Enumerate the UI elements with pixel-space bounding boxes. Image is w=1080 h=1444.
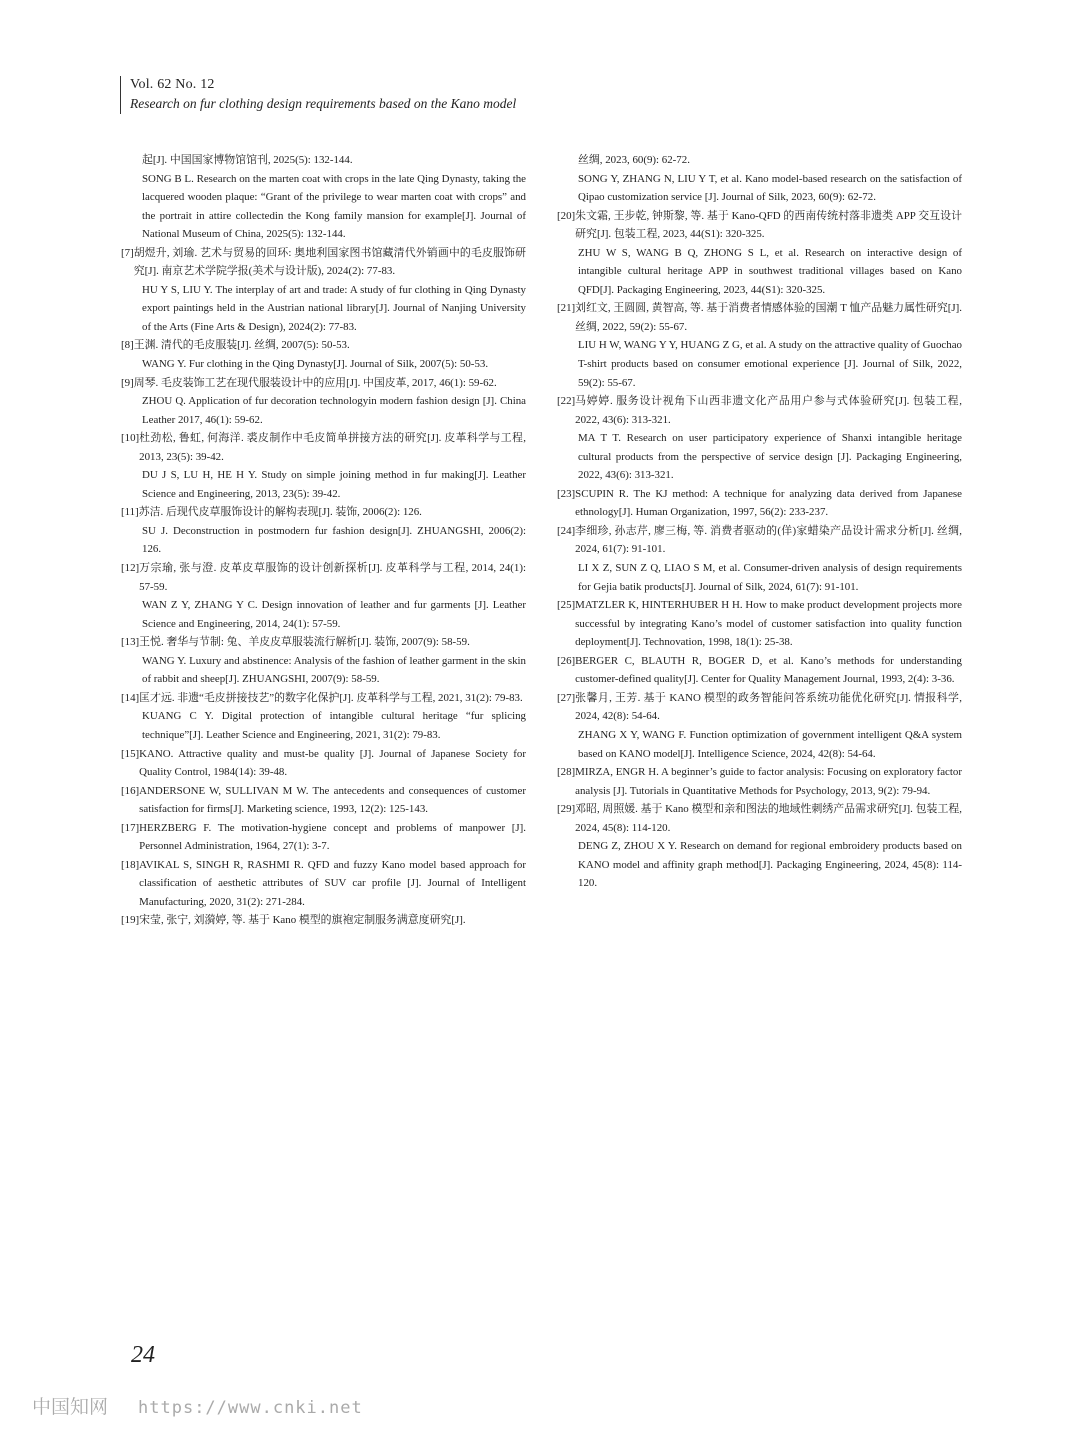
reference-column-right xyxy=(557,151,962,893)
reference-text: 苏洁. 后现代皮草服饰设计的解构表现[J]. 装饰, 2006(2): 126. xyxy=(138,506,422,519)
reference-entry xyxy=(121,336,526,355)
reference-entry xyxy=(557,800,962,837)
reference-entry xyxy=(121,429,526,466)
reference-text: MIRZA, ENGR H. A beginner’s guide to factor analysis: Focusing on exploratory factor analysis [J]. Tutorials in Quantitative Methods for Psychology, 2013, 9(2): 79-94. xyxy=(575,766,962,797)
reference-text: 邓昭, 周照媛. 基于 Kano 模型和亲和图法的地域性刺绣产品需求研究[J]. 包装工程, 2024, 45(8): 114-120. xyxy=(575,803,962,834)
reference-number: [16] xyxy=(121,784,140,797)
reference-text: SCUPIN R. The KJ method: A technique for analyzing data derived from Japanese ethnology[J]. Human Organization, 1997, 56(2): 233-237. xyxy=(575,487,962,519)
reference-text: 宋莹, 张宁, 刘漪婷, 等. 基于 Kano 模型的旗袍定制服务满意度研究[J]. xyxy=(139,914,466,927)
reference-text: 胡煜升, 刘瑜. 艺术与贸易的回环: 奥地利国家图书馆藏清代外销画中的毛皮服饰研究[J]. 南京艺术学院学报(美术与设计版), 2024(2): 77-83. xyxy=(133,246,526,278)
reference-english: DENG Z, ZHOU X Y. Research on demand for regional embroidery products based on KANO model and affinity graph method[J]. Packaging Engineering, 2024, 45(8): 114-120. xyxy=(578,840,962,890)
reference-number: [14] xyxy=(121,691,140,704)
reference-number: [24] xyxy=(557,524,576,537)
reference-text: 刘红文, 王圆圆, 黄智高, 等. 基于消费者情感体验的国潮 T 恤产品魅力属性研究[J]. 丝绸, 2022, 59(2): 55-67. xyxy=(575,302,962,333)
reference-number: [15] xyxy=(121,747,140,760)
reference-number: [17] xyxy=(121,821,140,834)
reference-entry xyxy=(557,207,962,244)
reference-entry xyxy=(121,633,526,652)
reference-english: LIU H W, WANG Y Y, HUANG Z G, et al. A study on the attractive quality of Guochao T-shirt products based on consumer emotional experience [J]. Journal of Silk, 2022, 59(2): 55-67. xyxy=(578,339,962,389)
reference-number: [20] xyxy=(557,209,576,222)
reference-entry xyxy=(557,763,962,800)
reference-entry xyxy=(121,745,526,782)
reference-english: SONG B L. Research on the marten coat with crops in the late Qing Dynasty, taking the lacquered wooden plaque: “Grant of the privilege to wear marten coat with crops” and the portrait in attire collectedin the Kong family mansion for example[J]. Journal of National Museum of China, 2025(5): 132-144. xyxy=(142,172,526,241)
running-header xyxy=(120,76,516,114)
reference-number: [19] xyxy=(121,914,140,927)
cnki-url: https://www.cnki.net xyxy=(138,1398,363,1418)
reference-entry xyxy=(121,374,526,393)
reference-english: WANG Y. Luxury and abstinence: Analysis of the fashion of leather garment in the skin of rabbit and sheep[J]. ZHUANGSHI, 2007(9): 58-59. xyxy=(142,654,526,686)
reference-english: HU Y S, LIU Y. The interplay of art and trade: A study of fur clothing in Qing Dynasty export paintings held in the Austrian national library[J]. Journal of Nanjing University of the Arts (Fine Arts & Design), 2024(2): 77-83. xyxy=(142,283,526,333)
reference-column-left xyxy=(121,151,526,930)
reference-english: SU J. Deconstruction in postmodern fur fashion design[J]. ZHUANGSHI, 2006(2): 126. xyxy=(142,524,526,556)
page-number: 24 xyxy=(131,1342,155,1368)
reference-number: [25] xyxy=(557,599,576,612)
reference-number: [8] xyxy=(121,339,134,352)
reference-number: [10] xyxy=(121,432,140,445)
reference-text: MATZLER K, HINTERHUBER H H. How to make product development projects more successful by integrating Kano’s model of customer satisfaction into quality function deployment[J]. Technovation, 1998, 18(1): 25-38. xyxy=(575,599,962,649)
reference-entry xyxy=(121,911,526,930)
cnki-logo: 中国知网 xyxy=(32,1397,109,1418)
reference-text: 王悦. 奢华与节制: 兔、羊皮皮草服装流行解析[J]. 装饰, 2007(9): 58-59. xyxy=(139,636,470,649)
reference-number: [26] xyxy=(557,654,576,667)
reference-number: [12] xyxy=(121,562,140,575)
reference-english: WAN Z Y, ZHANG Y C. Design innovation of leather and fur garments [J]. Leather Science and Engineering, 2014, 24(1): 57-59. xyxy=(142,599,526,630)
reference-number: [7] xyxy=(121,246,134,259)
reference-number: [23] xyxy=(557,487,576,500)
reference-english: SONG Y, ZHANG N, LIU Y T, et al. Kano model-based research on the satisfaction of Qipao customization service [J]. Journal of Silk, 2023, 60(9): 62-72. xyxy=(578,172,962,204)
reference-entry xyxy=(557,652,962,689)
watermark-footer xyxy=(32,1392,363,1419)
reference-entry xyxy=(121,503,526,522)
reference-text: 王渊. 清代的毛皮服装[J]. 丝绸, 2007(5): 50-53. xyxy=(133,339,350,352)
reference-entry xyxy=(557,689,962,726)
reference-english: MA T T. Research on user participatory experience of Shanxi intangible heritage cultural products from the perspective of service design [J]. Packaging Engineering, 2022, 43(6): 313-321. xyxy=(578,432,962,482)
reference-text: 朱文霜, 王步乾, 钟斯黎, 等. 基于 Kano-QFD 的西南传统村落非遗类 APP 交互设计研究[J]. 包装工程, 2023, 44(S1): 320-325. xyxy=(575,209,962,241)
reference-english: ZHU W S, WANG B Q, ZHONG S L, et al. Research on interactive design of intangible cultural heritage APP in southwest traditional villages based on Kano QFD[J]. Packaging Engineering, 2023, 44(S1): 320-325. xyxy=(578,246,962,296)
reference-entry xyxy=(557,596,962,652)
reference-text: 周琴. 毛皮装饰工艺在现代服装设计中的应用[J]. 中国皮革, 2017, 46(1): 59-62. xyxy=(133,376,497,389)
reference-text: 万宗瑜, 张与澄. 皮革皮草服饰的设计创新探析[J]. 皮革科学与工程, 2014, 24(1): 57-59. xyxy=(139,562,526,593)
reference-number: [22] xyxy=(557,395,576,408)
reference-number: [29] xyxy=(557,803,576,816)
reference-entry xyxy=(121,244,526,281)
reference-text: ANDERSONE W, SULLIVAN M W. The antecedents and consequences of customer satisfaction for firms[J]. Marketing science, 1993, 12(2): 125-143. xyxy=(139,784,526,816)
reference-english: ZHANG X Y, WANG F. Function optimization of government intelligent Q&A system based on KANO model[J]. Intelligence Science, 2024, 42(8): 54-64. xyxy=(578,728,962,760)
reference-entry xyxy=(557,485,962,522)
reference-number: [11] xyxy=(121,506,139,519)
reference-entry xyxy=(121,856,526,912)
reference-english: ZHOU Q. Application of fur decoration technologyin modern fashion design [J]. China Leather 2017, 46(1): 59-62. xyxy=(142,395,526,426)
reference-number: [28] xyxy=(557,766,576,779)
article-title: Research on fur clothing design requirements based on the Kano model xyxy=(130,96,517,111)
reference-text: 张馨月, 王芳. 基于 KANO 模型的政务智能问答系统功能优化研究[J]. 情报科学, 2024, 42(8): 54-64. xyxy=(575,691,962,723)
reference-entry xyxy=(557,392,962,429)
reference-english: WANG Y. Fur clothing in the Qing Dynasty[J]. Journal of Silk, 2007(5): 50-53. xyxy=(142,358,489,371)
reference-entry xyxy=(121,689,526,708)
reference-number: [27] xyxy=(557,691,576,704)
reference-text: 李细珍, 孙志芹, 廖三梅, 等. 消费者驱动的(佯)家蜡染产品设计需求分析[J]. 丝绸, 2024, 61(7): 91-101. xyxy=(575,524,962,556)
reference-text: 匡才远. 非遗“毛皮拼接技艺”的数字化保护[J]. 皮革科学与工程, 2021, 31(2): 79-83. xyxy=(139,691,523,704)
reference-continuation: 丝绸, 2023, 60(9): 62-72. xyxy=(578,154,690,166)
reference-text: BERGER C, BLAUTH R, BOGER D, et al. Kano’s methods for understanding customer-defined quality[J]. Center for Quality Management Journal, 1993, 2(4): 3-36. xyxy=(575,654,962,686)
reference-text: 杜劲松, 鲁虹, 何海洋. 裘皮制作中毛皮简单拼接方法的研究[J]. 皮革科学与工程, 2013, 23(5): 39-42. xyxy=(139,432,526,463)
journal-volume: Vol. 62 No. 12 xyxy=(130,77,215,92)
reference-entry xyxy=(121,559,526,596)
reference-number: [18] xyxy=(121,858,140,871)
reference-entry xyxy=(557,522,962,559)
reference-number: [13] xyxy=(121,636,140,649)
reference-number: [21] xyxy=(557,302,576,315)
reference-continuation: 起[J]. 中国国家博物馆馆刊, 2025(5): 132-144. xyxy=(142,154,353,166)
reference-entry xyxy=(121,782,526,819)
reference-english: KUANG C Y. Digital protection of intangible cultural heritage “fur splicing technique”[J]. Leather Science and Engineering, 2021, 31(2): 79-83. xyxy=(142,710,526,741)
reference-number: [9] xyxy=(121,376,134,389)
reference-text: AVIKAL S, SINGH R, RASHMI R. QFD and fuzzy Kano model based approach for classification of aesthetic attributes of SUV car profile [J]. Journal of Intelligent Manufacturing, 2020, 31(2): 271-284. xyxy=(139,858,526,908)
reference-text: KANO. Attractive quality and must-be quality [J]. Journal of Japanese Society for Quality Control, 1984(14): 39-48. xyxy=(139,747,526,779)
reference-entry xyxy=(557,299,962,336)
reference-english: LI X Z, SUN Z Q, LIAO S M, et al. Consumer-driven analysis of design requirements for Gejia batik products[J]. Journal of Silk, 2024, 61(7): 91-101. xyxy=(578,562,962,593)
reference-text: HERZBERG F. The motivation-hygiene concept and problems of manpower [J]. Personnel Administration, 1964, 27(1): 3-7. xyxy=(139,821,526,853)
reference-text: 马婷婷. 服务设计视角下山西非遗文化产品用户参与式体验研究[J]. 包装工程, 2022, 43(6): 313-321. xyxy=(575,395,962,426)
reference-entry xyxy=(121,819,526,856)
reference-english: DU J S, LU H, HE H Y. Study on simple joining method in fur making[J]. Leather Science and Engineering, 2013, 23(5): 39-42. xyxy=(142,469,526,500)
